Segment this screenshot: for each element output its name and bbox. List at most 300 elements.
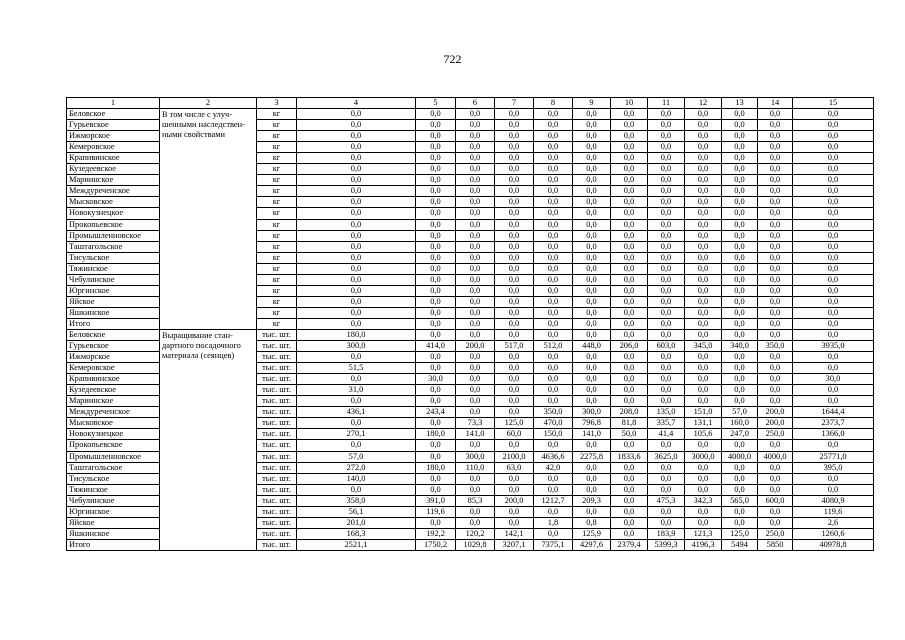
value-cell: 0,0 xyxy=(685,517,722,528)
value-cell: 475,3 xyxy=(648,495,685,506)
value-cell: 0,0 xyxy=(685,484,722,495)
value-cell: 0,0 xyxy=(793,329,874,340)
region-cell: Кемеровское xyxy=(67,142,160,153)
page-number: 722 xyxy=(443,52,462,66)
value-cell: 0,0 xyxy=(573,131,611,142)
value-cell: 0,0 xyxy=(648,175,685,186)
value-cell: 0,0 xyxy=(648,363,685,374)
value-cell: 7375,1 xyxy=(534,539,573,550)
value-cell: 0,0 xyxy=(534,528,573,539)
value-cell: 0,0 xyxy=(648,484,685,495)
unit-cell: кг xyxy=(257,296,297,307)
value-cell: 0,0 xyxy=(416,385,456,396)
value-cell: 0,0 xyxy=(573,396,611,407)
unit-cell: тыс. шт. xyxy=(257,528,297,539)
value-cell: 0,0 xyxy=(456,307,495,318)
value-cell: 0,0 xyxy=(758,296,793,307)
value-cell: 0,0 xyxy=(685,506,722,517)
value-cell: 183,9 xyxy=(648,528,685,539)
value-cell: 340,0 xyxy=(722,341,758,352)
region-cell: Крапивинское xyxy=(67,153,160,164)
value-cell: 0,0 xyxy=(297,109,416,120)
value-cell: 300,0 xyxy=(456,451,495,462)
value-cell: 0,0 xyxy=(573,263,611,274)
value-cell: 0,0 xyxy=(722,473,758,484)
value-cell: 0,0 xyxy=(534,208,573,219)
value-cell: 0,0 xyxy=(611,484,648,495)
value-cell: 0,0 xyxy=(685,363,722,374)
value-cell: 63,0 xyxy=(495,462,534,473)
value-cell: 0,0 xyxy=(611,374,648,385)
value-cell: 0,0 xyxy=(648,385,685,396)
category-line: В том числе с улуч- xyxy=(162,110,233,120)
value-cell: 0,0 xyxy=(648,318,685,329)
unit-cell: тыс. шт. xyxy=(257,385,297,396)
value-cell: 0,0 xyxy=(573,352,611,363)
value-cell: 0,0 xyxy=(456,318,495,329)
value-cell: 0,0 xyxy=(416,241,456,252)
value-cell: 0,0 xyxy=(648,296,685,307)
value-cell: 0,0 xyxy=(611,462,648,473)
region-cell: Новокузнецкое xyxy=(67,429,160,440)
value-cell: 0,0 xyxy=(793,230,874,241)
unit-cell: кг xyxy=(257,252,297,263)
value-cell: 0,0 xyxy=(722,363,758,374)
region-cell: Прокопьевское xyxy=(67,219,160,230)
value-cell: 0,0 xyxy=(758,473,793,484)
value-cell: 0,0 xyxy=(611,252,648,263)
value-cell: 1750,2 xyxy=(416,539,456,550)
value-cell: 0,0 xyxy=(758,506,793,517)
value-cell: 0,0 xyxy=(685,164,722,175)
value-cell: 0,0 xyxy=(456,374,495,385)
value-cell: 160,0 xyxy=(722,418,758,429)
value-cell: 0,0 xyxy=(722,153,758,164)
value-cell: 1,8 xyxy=(534,517,573,528)
column-number-header: 5 xyxy=(416,98,456,109)
value-cell: 0,0 xyxy=(722,219,758,230)
value-cell: 0,0 xyxy=(456,506,495,517)
value-cell: 0,0 xyxy=(758,517,793,528)
region-cell: Ижморское xyxy=(67,131,160,142)
value-cell: 0,0 xyxy=(297,120,416,131)
value-cell: 0,0 xyxy=(685,307,722,318)
unit-cell: тыс. шт. xyxy=(257,329,297,340)
value-cell: 0,0 xyxy=(534,506,573,517)
value-cell: 0,0 xyxy=(534,274,573,285)
region-cell: Кемеровское xyxy=(67,363,160,374)
value-cell: 0,0 xyxy=(534,352,573,363)
value-cell: 0,0 xyxy=(534,142,573,153)
region-cell: Междуреченское xyxy=(67,186,160,197)
value-cell: 0,0 xyxy=(573,164,611,175)
value-cell: 0,0 xyxy=(758,462,793,473)
value-cell: 0,0 xyxy=(297,296,416,307)
region-cell: Мариинское xyxy=(67,175,160,186)
value-cell: 57,0 xyxy=(722,407,758,418)
value-cell: 30,0 xyxy=(793,374,874,385)
value-cell: 0,0 xyxy=(297,208,416,219)
region-cell: Мариинское xyxy=(67,396,160,407)
value-cell: 57,0 xyxy=(297,451,416,462)
value-cell: 2521,1 xyxy=(297,539,416,550)
value-cell: 2379,4 xyxy=(611,539,648,550)
value-cell: 0,0 xyxy=(722,263,758,274)
value-cell: 0,0 xyxy=(685,318,722,329)
value-cell: 0,0 xyxy=(297,186,416,197)
value-cell: 140,0 xyxy=(297,473,416,484)
value-cell: 0,0 xyxy=(495,219,534,230)
value-cell: 0,0 xyxy=(456,241,495,252)
unit-cell: кг xyxy=(257,109,297,120)
value-cell: 0,0 xyxy=(573,142,611,153)
value-cell: 0,0 xyxy=(685,142,722,153)
value-cell: 0,0 xyxy=(297,230,416,241)
unit-cell: тыс. шт. xyxy=(257,440,297,451)
unit-cell: кг xyxy=(257,120,297,131)
value-cell: 0,0 xyxy=(722,230,758,241)
value-cell: 125,0 xyxy=(722,528,758,539)
value-cell: 414,0 xyxy=(416,341,456,352)
value-cell: 0,0 xyxy=(297,307,416,318)
region-cell: Юргинское xyxy=(67,285,160,296)
unit-cell: кг xyxy=(257,274,297,285)
value-cell: 0,0 xyxy=(456,274,495,285)
value-cell: 208,0 xyxy=(611,407,648,418)
value-cell: 796,8 xyxy=(573,418,611,429)
region-cell: Кузедеевское xyxy=(67,164,160,175)
unit-cell: тыс. шт. xyxy=(257,451,297,462)
value-cell: 448,0 xyxy=(573,341,611,352)
region-cell: Итого xyxy=(67,539,160,550)
value-cell: 0,0 xyxy=(456,263,495,274)
value-cell: 0,0 xyxy=(685,274,722,285)
value-cell: 0,0 xyxy=(722,374,758,385)
value-cell: 0,0 xyxy=(534,307,573,318)
value-cell: 41,4 xyxy=(648,429,685,440)
value-cell: 0,0 xyxy=(573,285,611,296)
value-cell: 0,0 xyxy=(416,396,456,407)
value-cell: 151,0 xyxy=(685,407,722,418)
value-cell: 0,0 xyxy=(722,186,758,197)
value-cell: 0,0 xyxy=(793,440,874,451)
value-cell: 0,0 xyxy=(456,131,495,142)
category-cell xyxy=(160,109,257,330)
value-cell: 0,0 xyxy=(758,263,793,274)
unit-cell: кг xyxy=(257,263,297,274)
value-cell: 119,6 xyxy=(416,506,456,517)
category-line: материала (сеянцев) xyxy=(162,351,235,361)
value-cell: 0,0 xyxy=(416,153,456,164)
region-cell: Яйское xyxy=(67,296,160,307)
value-cell: 141,0 xyxy=(573,429,611,440)
value-cell: 0,0 xyxy=(793,385,874,396)
value-cell: 0,0 xyxy=(456,219,495,230)
value-cell: 0,0 xyxy=(534,186,573,197)
value-cell: 0,0 xyxy=(648,208,685,219)
region-cell: Прокопьевское xyxy=(67,440,160,451)
value-cell: 0,0 xyxy=(495,109,534,120)
value-cell: 0,0 xyxy=(573,109,611,120)
value-cell: 0,0 xyxy=(495,120,534,131)
value-cell: 0,0 xyxy=(758,175,793,186)
value-cell: 0,0 xyxy=(758,374,793,385)
value-cell: 0,0 xyxy=(534,473,573,484)
value-cell: 0,0 xyxy=(648,329,685,340)
value-cell: 0,0 xyxy=(722,120,758,131)
value-cell: 0,0 xyxy=(648,120,685,131)
value-cell: 0,0 xyxy=(722,352,758,363)
value-cell: 0,0 xyxy=(416,142,456,153)
value-cell: 142,1 xyxy=(495,528,534,539)
value-cell: 0,0 xyxy=(611,528,648,539)
column-number-header: 3 xyxy=(257,98,297,109)
region-cell: Мысковское xyxy=(67,418,160,429)
value-cell: 0,0 xyxy=(495,329,534,340)
unit-cell: кг xyxy=(257,307,297,318)
value-cell: 0,0 xyxy=(648,142,685,153)
value-cell: 0,0 xyxy=(534,263,573,274)
value-cell: 1644,4 xyxy=(793,407,874,418)
value-cell: 0,0 xyxy=(722,462,758,473)
region-cell: Беловское xyxy=(67,329,160,340)
value-cell: 81,8 xyxy=(611,418,648,429)
value-cell: 0,0 xyxy=(648,352,685,363)
value-cell: 0,0 xyxy=(758,120,793,131)
value-cell: 0,0 xyxy=(758,307,793,318)
value-cell: 0,0 xyxy=(793,208,874,219)
unit-cell: кг xyxy=(257,318,297,329)
value-cell: 0,0 xyxy=(416,285,456,296)
value-cell: 0,0 xyxy=(456,208,495,219)
value-cell: 0,0 xyxy=(611,285,648,296)
value-cell: 0,0 xyxy=(495,407,534,418)
region-cell: Новокузнецкое xyxy=(67,208,160,219)
region-cell: Ижморское xyxy=(67,352,160,363)
value-cell: 0,0 xyxy=(648,131,685,142)
value-cell: 0,0 xyxy=(456,440,495,451)
column-number-header: 14 xyxy=(758,98,793,109)
value-cell: 0,0 xyxy=(534,252,573,263)
value-cell: 0,0 xyxy=(685,109,722,120)
value-cell: 0,0 xyxy=(722,252,758,263)
value-cell: 250,0 xyxy=(758,528,793,539)
value-cell: 0,0 xyxy=(416,197,456,208)
value-cell: 0,0 xyxy=(297,318,416,329)
value-cell: 0,0 xyxy=(573,374,611,385)
value-cell: 0,0 xyxy=(495,307,534,318)
value-cell: 0,0 xyxy=(573,153,611,164)
value-cell: 0,0 xyxy=(722,164,758,175)
value-cell: 0,0 xyxy=(648,263,685,274)
value-cell: 0,0 xyxy=(297,131,416,142)
value-cell: 0,0 xyxy=(573,473,611,484)
value-cell: 0,0 xyxy=(534,396,573,407)
value-cell: 0,0 xyxy=(611,241,648,252)
category-line: ными свойствами xyxy=(162,130,225,140)
unit-cell: тыс. шт. xyxy=(257,429,297,440)
value-cell: 0,0 xyxy=(534,285,573,296)
unit-cell: кг xyxy=(257,230,297,241)
value-cell: 0,0 xyxy=(793,307,874,318)
value-cell: 0,0 xyxy=(793,296,874,307)
table-row xyxy=(67,329,874,340)
value-cell: 0,0 xyxy=(456,164,495,175)
value-cell: 0,0 xyxy=(648,462,685,473)
value-cell: 0,0 xyxy=(495,396,534,407)
value-cell: 0,0 xyxy=(495,142,534,153)
region-cell: Яйское xyxy=(67,517,160,528)
value-cell: 0,0 xyxy=(456,385,495,396)
category-line: Выращивание стан- xyxy=(162,330,233,340)
value-cell: 0,0 xyxy=(611,230,648,241)
value-cell: 0,0 xyxy=(648,241,685,252)
value-cell: 0,0 xyxy=(456,363,495,374)
value-cell: 0,0 xyxy=(648,285,685,296)
value-cell: 0,0 xyxy=(456,142,495,153)
region-cell: Промышленновское xyxy=(67,230,160,241)
unit-cell: тыс. шт. xyxy=(257,539,297,550)
value-cell: 119,6 xyxy=(793,506,874,517)
value-cell: 4297,6 xyxy=(573,539,611,550)
value-cell: 0,0 xyxy=(573,318,611,329)
value-cell: 0,0 xyxy=(793,131,874,142)
value-cell: 0,0 xyxy=(456,329,495,340)
value-cell: 0,0 xyxy=(685,208,722,219)
value-cell: 0,0 xyxy=(793,197,874,208)
column-number-header: 15 xyxy=(793,98,874,109)
value-cell: 0,0 xyxy=(648,197,685,208)
value-cell: 0,0 xyxy=(685,329,722,340)
value-cell: 125,0 xyxy=(495,418,534,429)
value-cell: 0,0 xyxy=(416,473,456,484)
value-cell: 0,0 xyxy=(416,120,456,131)
value-cell: 0,0 xyxy=(758,208,793,219)
value-cell: 0,0 xyxy=(611,153,648,164)
value-cell: 0,0 xyxy=(793,363,874,374)
value-cell: 0,0 xyxy=(758,197,793,208)
value-cell: 0,0 xyxy=(685,241,722,252)
value-cell: 1366,0 xyxy=(793,429,874,440)
value-cell: 0,0 xyxy=(456,252,495,263)
unit-cell: тыс. шт. xyxy=(257,495,297,506)
value-cell: 192,2 xyxy=(416,528,456,539)
region-cell: Чебулинское xyxy=(67,274,160,285)
value-cell: 0,0 xyxy=(648,307,685,318)
region-cell: Гурьевское xyxy=(67,341,160,352)
value-cell: 395,0 xyxy=(793,462,874,473)
value-cell: 0,0 xyxy=(416,352,456,363)
value-cell: 0,0 xyxy=(573,120,611,131)
value-cell: 0,0 xyxy=(534,131,573,142)
value-cell: 125,9 xyxy=(573,528,611,539)
unit-cell: тыс. шт. xyxy=(257,506,297,517)
value-cell: 1212,7 xyxy=(534,495,573,506)
value-cell: 0,0 xyxy=(495,274,534,285)
value-cell: 0,0 xyxy=(495,186,534,197)
unit-cell: тыс. шт. xyxy=(257,484,297,495)
value-cell: 0,8 xyxy=(573,517,611,528)
value-cell: 0,0 xyxy=(685,296,722,307)
value-cell: 0,0 xyxy=(793,263,874,274)
value-cell: 0,0 xyxy=(416,318,456,329)
value-cell: 0,0 xyxy=(793,318,874,329)
value-cell: 0,0 xyxy=(793,219,874,230)
value-cell: 0,0 xyxy=(758,142,793,153)
value-cell: 3935,0 xyxy=(793,341,874,352)
value-cell: 0,0 xyxy=(722,197,758,208)
value-cell: 0,0 xyxy=(495,363,534,374)
value-cell: 4000,0 xyxy=(758,451,793,462)
value-cell: 0,0 xyxy=(611,473,648,484)
region-cell: Юргинское xyxy=(67,506,160,517)
column-number-header: 10 xyxy=(611,98,648,109)
value-cell: 0,0 xyxy=(685,473,722,484)
value-cell: 0,0 xyxy=(416,208,456,219)
value-cell: 0,0 xyxy=(416,131,456,142)
value-cell: 0,0 xyxy=(758,164,793,175)
value-cell: 0,0 xyxy=(758,385,793,396)
value-cell: 0,0 xyxy=(456,352,495,363)
value-cell: 600,0 xyxy=(758,495,793,506)
region-cell: Тисульское xyxy=(67,252,160,263)
value-cell: 0,0 xyxy=(534,329,573,340)
value-cell: 0,0 xyxy=(495,230,534,241)
value-cell: 0,0 xyxy=(685,230,722,241)
value-cell: 0,0 xyxy=(758,241,793,252)
value-cell: 0,0 xyxy=(722,274,758,285)
value-cell: 0,0 xyxy=(722,296,758,307)
value-cell: 0,0 xyxy=(758,109,793,120)
value-cell: 0,0 xyxy=(416,363,456,374)
value-cell: 0,0 xyxy=(758,131,793,142)
value-cell: 0,0 xyxy=(793,153,874,164)
value-cell: 0,0 xyxy=(648,109,685,120)
value-cell: 0,0 xyxy=(758,396,793,407)
value-cell: 0,0 xyxy=(793,352,874,363)
value-cell: 345,0 xyxy=(685,341,722,352)
value-cell: 512,0 xyxy=(534,341,573,352)
category-line: дартного посадочного xyxy=(162,341,241,351)
category-line: шенными наследствен- xyxy=(162,120,245,130)
value-cell: 0,0 xyxy=(416,307,456,318)
value-cell: 0,0 xyxy=(685,352,722,363)
unit-cell: тыс. шт. xyxy=(257,352,297,363)
value-cell: 0,0 xyxy=(573,329,611,340)
value-cell: 0,0 xyxy=(722,484,758,495)
value-cell: 0,0 xyxy=(722,208,758,219)
value-cell: 0,0 xyxy=(416,263,456,274)
value-cell: 180,0 xyxy=(297,329,416,340)
value-cell: 0,0 xyxy=(685,175,722,186)
region-cell: Кузедеевское xyxy=(67,385,160,396)
unit-cell: кг xyxy=(257,153,297,164)
value-cell: 2,6 xyxy=(793,517,874,528)
value-cell: 4636,6 xyxy=(534,451,573,462)
value-cell: 3625,0 xyxy=(648,451,685,462)
value-cell: 5399,3 xyxy=(648,539,685,550)
value-cell: 0,0 xyxy=(573,197,611,208)
value-cell: 0,0 xyxy=(534,484,573,495)
unit-cell: тыс. шт. xyxy=(257,517,297,528)
value-cell: 0,0 xyxy=(456,175,495,186)
value-cell: 201,0 xyxy=(297,517,416,528)
unit-cell: кг xyxy=(257,164,297,175)
value-cell: 0,0 xyxy=(722,396,758,407)
value-cell: 0,0 xyxy=(758,153,793,164)
value-cell: 0,0 xyxy=(456,473,495,484)
value-cell: 200,0 xyxy=(758,418,793,429)
